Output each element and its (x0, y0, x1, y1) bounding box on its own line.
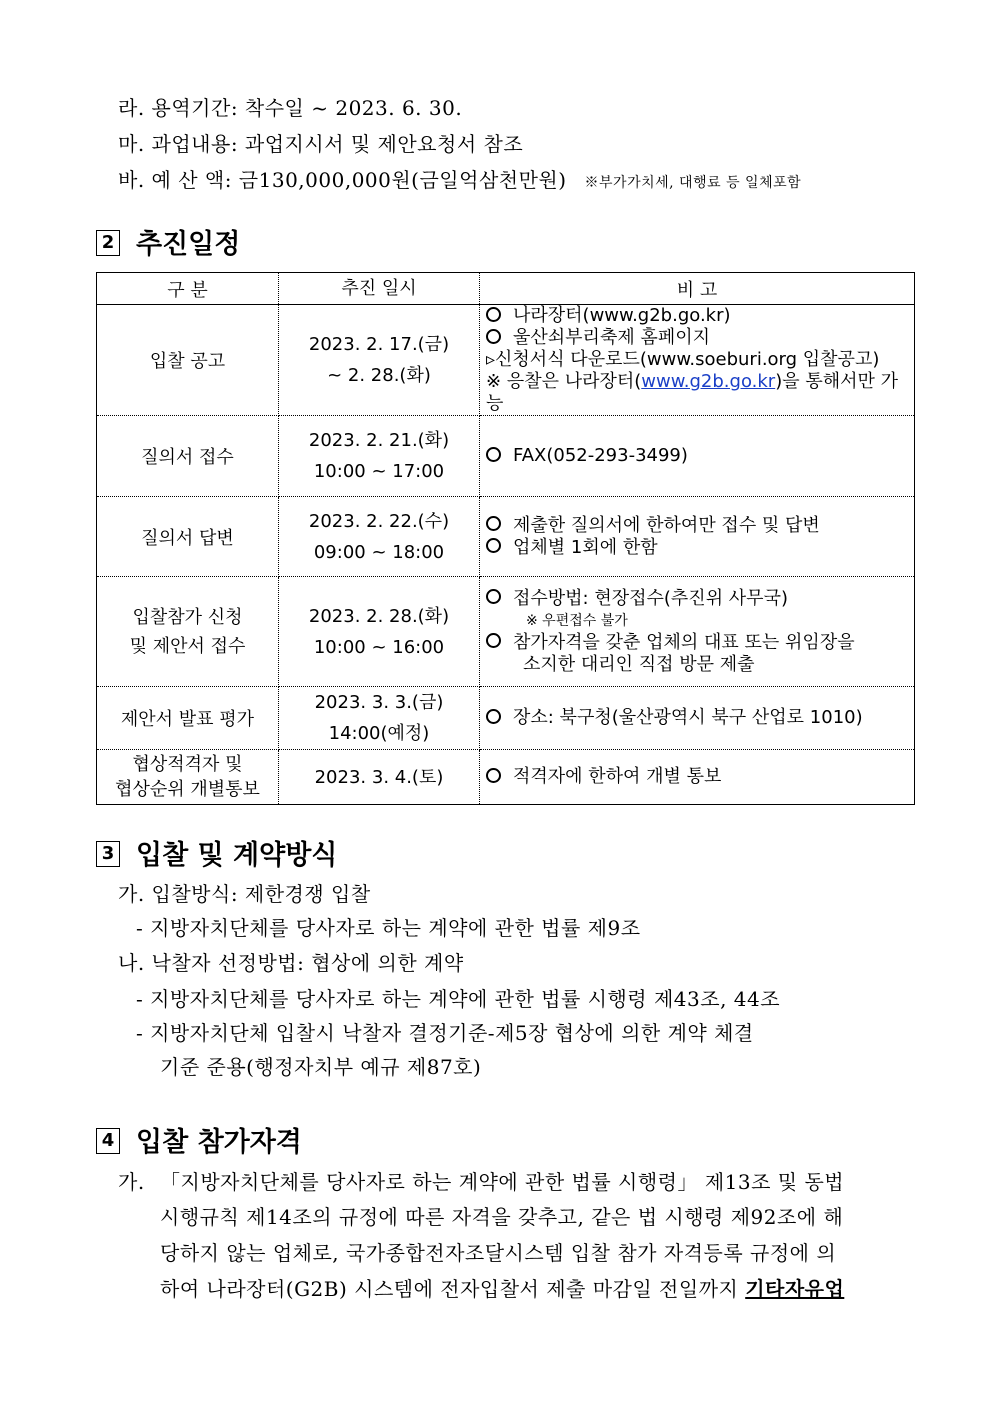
remark-continuation: 소지한 대리인 직접 방문 제출 (523, 653, 755, 675)
circle-bullet-icon (486, 516, 501, 531)
notice-text: ※ 응찰은 나라장터( (486, 371, 642, 392)
qualification-line: 「지방자치단체를 당사자로 하는 계약에 관한 법률 시행령」 제13조 및 동법 (160, 1170, 845, 1194)
remark-item (486, 537, 914, 559)
section-title: 입찰 및 계약방식 (136, 840, 338, 871)
circle-bullet-icon (486, 307, 501, 322)
section-title: 추진일정 (136, 229, 241, 260)
row-label: 입찰 공고 (97, 305, 279, 416)
budget-text: 바. 예 산 액: 금130,000,000원(금일억삼천만원) (118, 168, 567, 192)
circle-bullet-icon (486, 589, 501, 604)
table-header-row (97, 273, 915, 305)
remark-item (486, 349, 914, 371)
remark-text: 제출한 질의서에 한하여만 접수 및 답변 (513, 514, 820, 536)
date-line: 2023. 2. 17.(금) (308, 334, 450, 355)
header-date: 추진 일시 (279, 273, 480, 305)
section-number-box: 4 (96, 1128, 120, 1154)
section-3-heading (96, 833, 337, 872)
section-2-heading (96, 222, 240, 261)
row-date (279, 687, 480, 750)
circle-bullet-icon (486, 447, 501, 462)
row-date (279, 416, 480, 497)
remark-item (486, 445, 914, 467)
content-line: 마. 과업내용: 과업지시서 및 제안요청서 참조 (118, 132, 524, 156)
remark-text: 적격자에 한하여 개별 통보 (513, 766, 722, 787)
remark-item (486, 515, 914, 537)
section-number-box: 2 (96, 230, 120, 256)
remark-text: 접수방법: 현장접수(추진위 사무국) (513, 587, 788, 609)
label-line: 협상적격자 및 (132, 754, 243, 775)
table-row (97, 577, 915, 687)
selection-detail-line: - 지방자치단체 입찰시 낙찰자 결정기준-제5장 협상에 의한 계약 체결 (136, 1021, 754, 1045)
header-remarks: 비 고 (480, 273, 915, 305)
label-line: 및 제안서 접수 (129, 635, 246, 657)
row-remarks (480, 497, 915, 577)
row-remarks (480, 687, 915, 750)
remark-text: 나라장터(www.g2b.go.kr) (513, 305, 731, 326)
remark-text: 장소: 북구청(울산광역시 북구 산업로 1010) (513, 707, 863, 728)
circle-bullet-icon (486, 329, 501, 344)
remark-subnote: ※ 우편접수 불가 (526, 612, 628, 629)
remark-item (486, 327, 914, 349)
remark-text: 울산쇠부리축제 홈페이지 (513, 327, 710, 348)
g2b-link[interactable]: www.g2b.go.kr (641, 371, 776, 392)
row-label (97, 577, 279, 687)
row-remarks (480, 577, 915, 687)
remark-item (486, 588, 914, 610)
remark-item (486, 766, 914, 788)
qualification-line: 당하지 않는 업체로, 국가종합전자조달시스템 입찰 참가 자격등록 규정에 의 (160, 1241, 837, 1265)
selection-line: 나. 낙찰자 선정방법: 협상에 의한 계약 (118, 951, 464, 975)
circle-bullet-icon (486, 768, 501, 783)
row-label (97, 750, 279, 805)
date-line: 10:00 ~ 17:00 (313, 461, 445, 482)
remark-notice (486, 371, 914, 415)
row-date (279, 750, 480, 805)
row-label: 제안서 발표 평가 (97, 687, 279, 750)
table-row (97, 687, 915, 750)
row-remarks (480, 750, 915, 805)
circle-bullet-icon (486, 633, 501, 648)
remark-text: ▹신청서식 다운로드(www.soeburi.org 입찰공고) (486, 349, 880, 370)
table-row (97, 305, 915, 416)
budget-line (118, 164, 801, 193)
row-date (279, 305, 480, 416)
underlined-term: 기타자유업 (745, 1277, 845, 1301)
date-line: ~ 2. 28.(화) (327, 365, 431, 386)
row-remarks (480, 416, 915, 497)
header-category: 구 분 (97, 273, 279, 305)
label-line: 입찰참가 신청 (132, 606, 243, 628)
date-line: 14:00(예정) (328, 723, 430, 744)
date-line: 2023. 2. 21.(화) (308, 430, 450, 451)
schedule-table (96, 272, 915, 805)
section-number-box: 3 (96, 841, 120, 867)
date-line: 09:00 ~ 18:00 (313, 541, 445, 563)
remark-text: FAX(052-293-3499) (513, 445, 688, 466)
circle-bullet-icon (486, 709, 501, 724)
notice-text: )을 통해서만 가능 (486, 371, 898, 414)
qualification-text: 하여 나라장터(G2B) 시스템에 전자입찰서 제출 마감일 전일까지 (160, 1277, 746, 1301)
date-line: 2023. 3. 4.(토) (314, 766, 444, 788)
method-detail-line: - 지방자치단체를 당사자로 하는 계약에 관한 법률 제9조 (136, 916, 641, 940)
remark-text: 참가자격을 갖춘 업체의 대표 또는 위임장을 (513, 631, 855, 653)
budget-note: ※부가가치세, 대행료 등 일체포함 (584, 175, 802, 191)
section-title: 입찰 참가자격 (136, 1127, 302, 1158)
table-row (97, 497, 915, 577)
remark-item (486, 305, 914, 327)
remark-text: 업체별 1회에 한함 (513, 536, 658, 558)
circle-bullet-icon (486, 538, 501, 553)
row-date (279, 497, 480, 577)
row-remarks (480, 305, 915, 416)
label-line: 협상순위 개별통보 (115, 779, 260, 800)
qualification-label: 가. (118, 1170, 145, 1194)
period-line: 라. 용역기간: 착수일 ~ 2023. 6. 30. (118, 96, 463, 120)
date-line: 10:00 ~ 16:00 (313, 636, 445, 658)
table-row (97, 750, 915, 805)
qualification-line (160, 1273, 844, 1302)
row-label: 질의서 답변 (97, 497, 279, 577)
method-line: 가. 입찰방식: 제한경쟁 입찰 (118, 882, 371, 906)
section-4-heading (96, 1120, 302, 1159)
remark-item (486, 707, 914, 729)
row-label: 질의서 접수 (97, 416, 279, 497)
selection-detail-line: - 지방자치단체를 당사자로 하는 계약에 관한 법률 시행령 제43조, 44조 (136, 987, 781, 1011)
selection-detail-continuation: 기준 준용(행정자치부 예규 제87호) (160, 1055, 482, 1079)
date-line: 2023. 2. 22.(수) (308, 510, 450, 532)
qualification-line: 시행규칙 제14조의 규정에 따른 자격을 갖추고, 같은 법 시행령 제92조에 해 (160, 1205, 844, 1229)
date-line: 2023. 3. 3.(금) (314, 692, 444, 713)
remark-item (486, 632, 914, 654)
row-date (279, 577, 480, 687)
table-row (97, 416, 915, 497)
date-line: 2023. 2. 28.(화) (308, 605, 450, 627)
